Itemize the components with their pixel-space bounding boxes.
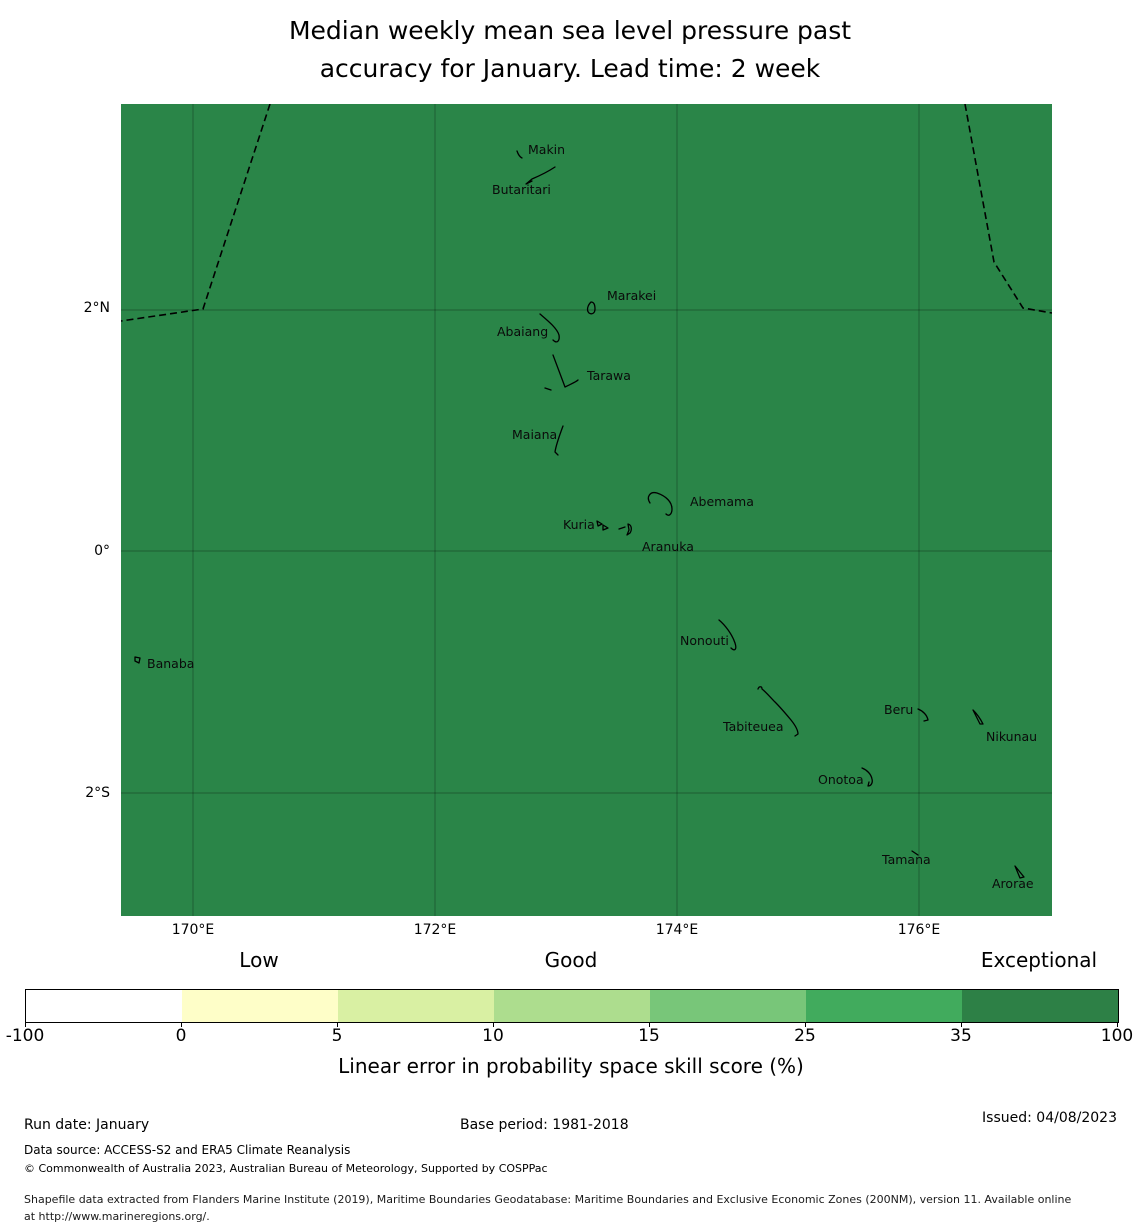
island-label-kuria: Kuria: [563, 517, 595, 532]
colorbar-segment: [26, 990, 182, 1022]
island-label-tarawa: Tarawa: [587, 368, 631, 383]
island-label-abemama: Abemama: [690, 494, 754, 509]
island-label-beru: Beru: [884, 702, 914, 717]
island-label-butaritari: Butaritari: [492, 182, 551, 197]
figure-title-line2: accuracy for January. Lead time: 2 week: [319, 54, 821, 83]
colorbar-tick-label: 5: [331, 1026, 343, 1046]
island-label-banaba: Banaba: [147, 656, 195, 671]
lat-tick-2s: 2°S: [85, 785, 110, 801]
legend-label-low: Low: [239, 948, 279, 972]
colorbar-tick-label: -100: [5, 1026, 45, 1046]
colorbar-segment: [338, 990, 494, 1022]
colorbar-segment: [182, 990, 338, 1022]
legend-label-good: Good: [544, 948, 598, 972]
marakei-island-shape: [588, 302, 595, 314]
island-label-tabiteuea: Tabiteuea: [723, 719, 784, 734]
island-label-abaiang: Abaiang: [497, 324, 549, 339]
map-overlay: [121, 104, 1052, 916]
island-label-marakei: Marakei: [607, 288, 657, 303]
colorbar: [25, 989, 1119, 1023]
island-label-maiana: Maiana: [512, 427, 558, 442]
colorbar-tick-label: 25: [794, 1026, 816, 1046]
lon-tick-174e: 174°E: [655, 922, 699, 938]
colorbar-segment: [806, 990, 962, 1022]
lon-tick-170e: 170°E: [171, 922, 215, 938]
map-canvas: [121, 104, 1052, 916]
lon-tick-176e: 176°E: [897, 922, 941, 938]
island-label-onotoa: Onotoa: [818, 772, 864, 787]
kuria-island-shape: [597, 521, 608, 530]
island-label-nonouti: Nonouti: [680, 633, 729, 648]
colorbar-tick-label: 35: [950, 1026, 972, 1046]
island-label-aranuka: Aranuka: [642, 539, 694, 554]
beru-island-shape: [918, 709, 928, 721]
colorbar-caption: Linear error in probability space skill score (%): [338, 1054, 804, 1078]
colorbar-tick-label: 100: [1100, 1026, 1134, 1046]
shapefile-note: Shapefile data extracted from Flanders Marine Institute (2019), Maritime Boundaries Geodatabase: Maritime Boundaries and Exclusive Economic Zones (200NM), version 11. Available online at http://www.marineregions.org/.: [24, 1193, 1072, 1223]
aranuka-island-shape: [619, 524, 631, 535]
colorbar-tick-label: 15: [638, 1026, 660, 1046]
island-label-tamana: Tamana: [882, 852, 931, 867]
colorbar-tick-label: 0: [175, 1026, 187, 1046]
abemama-island-shape: [648, 493, 672, 516]
colorbar-segment: [494, 990, 650, 1022]
lon-tick-172e: 172°E: [413, 922, 457, 938]
nikunau-island-shape: [973, 710, 983, 724]
island-label-makin: Makin: [528, 142, 566, 157]
eez-boundary-east: [965, 104, 1052, 313]
island-label-arorae: Arorae: [992, 876, 1034, 891]
data-source-text: Data source: ACCESS-S2 and ERA5 Climate Reanalysis: [24, 1143, 351, 1157]
base-period-text: Base period: 1981-2018: [460, 1117, 629, 1133]
issued-date-text: Issued: 04/08/2023: [982, 1110, 1117, 1126]
colorbar-segment: [962, 990, 1118, 1022]
figure-title: [0, 12, 1140, 88]
lat-tick-0: 0°: [94, 543, 110, 559]
makin-island-shape: [517, 151, 522, 158]
graticule-gridlines: [121, 104, 1052, 916]
banaba-island-shape: [135, 657, 140, 663]
figure-title-line1: Median weekly mean sea level pressure past: [288, 16, 852, 45]
legend-label-exceptional: Exceptional: [980, 948, 1098, 972]
copyright-text: © Commonwealth of Australia 2023, Australian Bureau of Meteorology, Supported by COSPPac: [24, 1162, 548, 1175]
run-date-text: Run date: January: [24, 1117, 150, 1133]
tarawa-island-shape: [545, 355, 578, 390]
colorbar-tick-label: 10: [482, 1026, 504, 1046]
colorbar-segment: [650, 990, 806, 1022]
eez-boundary-west: [121, 104, 270, 321]
island-label-nikunau: Nikunau: [986, 729, 1038, 744]
lat-tick-2n: 2°N: [83, 300, 110, 316]
